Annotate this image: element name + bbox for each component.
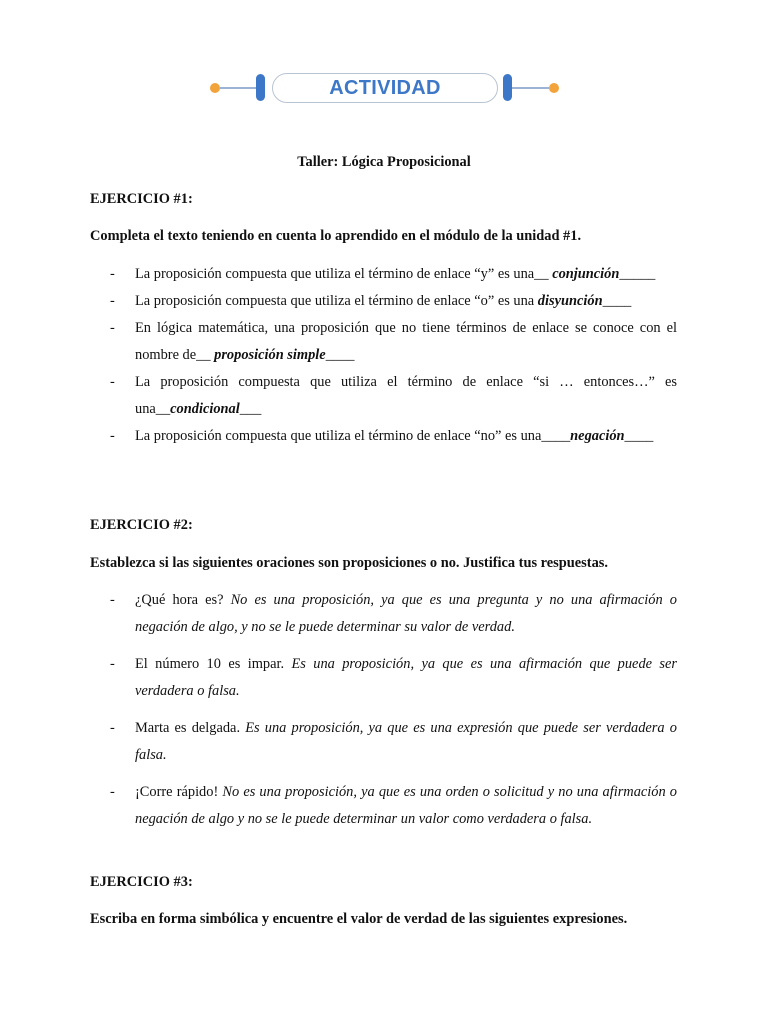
item-blank: _____ [619,266,656,282]
dash-bullet: - [110,374,115,390]
connector-line [512,87,549,89]
item-blank: ____ [325,347,355,363]
list-item [110,288,677,315]
orange-dot-icon [210,83,220,93]
list-item [110,651,677,705]
exercise-2-list [110,587,677,843]
item-text: Marta es delgada. [135,720,246,736]
dash-bullet: - [110,656,115,672]
activity-header-banner [205,70,565,106]
item-text: ¡Corre rápido! [135,784,223,800]
item-text: El número 10 es impar. [135,656,292,672]
list-item [110,315,677,369]
list-item [110,779,677,833]
page-title: Taller: Lógica Proposicional [297,154,471,170]
item-text: La proposición compuesta que utiliza el término de enlace “no” es una____ [135,428,571,444]
item-blank: ___ [239,401,262,417]
list-item [110,423,677,450]
orange-dot-icon [549,83,559,93]
blue-pill-icon [256,74,265,101]
item-answer: No es una proposición, ya que es una orden o solicitud y no una afirmación o negación de algo y no se le puede determinar un valor como verdadera o falsa. [135,784,678,827]
item-answer: negación [570,428,625,444]
exercise-3-heading: EJERCICIO #3: [90,874,193,890]
exercise-3-instruction: Escriba en forma simbólica y encuentre el valor de verdad de las siguientes expresiones. [90,911,628,927]
item-answer: Es una proposición, ya que es una expresión que puede ser verdadera o falsa. [135,720,677,763]
item-text: En lógica matemática, una proposición que no tiene términos de enlace se conoce con el nombre de__ [135,320,677,363]
exercise-1-list [110,261,677,450]
item-text: La proposición compuesta que utiliza el término de enlace “o” es una [135,293,538,309]
list-item [110,261,677,288]
item-text: ¿Qué hora es? [135,592,231,608]
list-item [110,715,677,769]
item-text: La proposición compuesta que utiliza el término de enlace “y” es una__ [135,266,553,282]
item-text: La proposición compuesta que utiliza el término de enlace “si … entonces…” es una__ [135,374,677,417]
dash-bullet: - [110,293,115,309]
item-answer: conjunción [552,266,620,282]
item-blank: ____ [602,293,632,309]
item-answer: Es una proposición, ya que es una afirmación que puede ser verdadera o falsa. [135,656,678,699]
item-answer: condicional [170,401,240,417]
blue-pill-icon [503,74,512,101]
dash-bullet: - [110,784,115,800]
list-item [110,369,677,423]
connector-line [220,87,256,89]
item-answer: disyunción [537,293,603,309]
dash-bullet: - [110,592,115,608]
exercise-2-instruction: Establezca si las siguientes oraciones son proposiciones o no. Justifica tus respuestas. [90,555,608,571]
exercise-2-heading: EJERCICIO #2: [90,517,193,533]
item-blank: ____ [624,428,654,444]
list-item [110,587,677,641]
item-answer: No es una proposición, ya que es una pregunta y no una afirmación o negación de algo, y no se le puede determinar su valor de verdad. [135,592,677,635]
exercise-1-instruction: Completa el texto teniendo en cuenta lo aprendido en el módulo de la unidad #1. [90,228,582,244]
activity-badge: ACTIVIDAD [272,73,498,103]
dash-bullet: - [110,320,115,336]
item-answer: proposición simple [214,347,326,363]
dash-bullet: - [110,428,115,444]
dash-bullet: - [110,720,115,736]
exercise-1-heading: EJERCICIO #1: [90,191,193,207]
dash-bullet: - [110,266,115,282]
